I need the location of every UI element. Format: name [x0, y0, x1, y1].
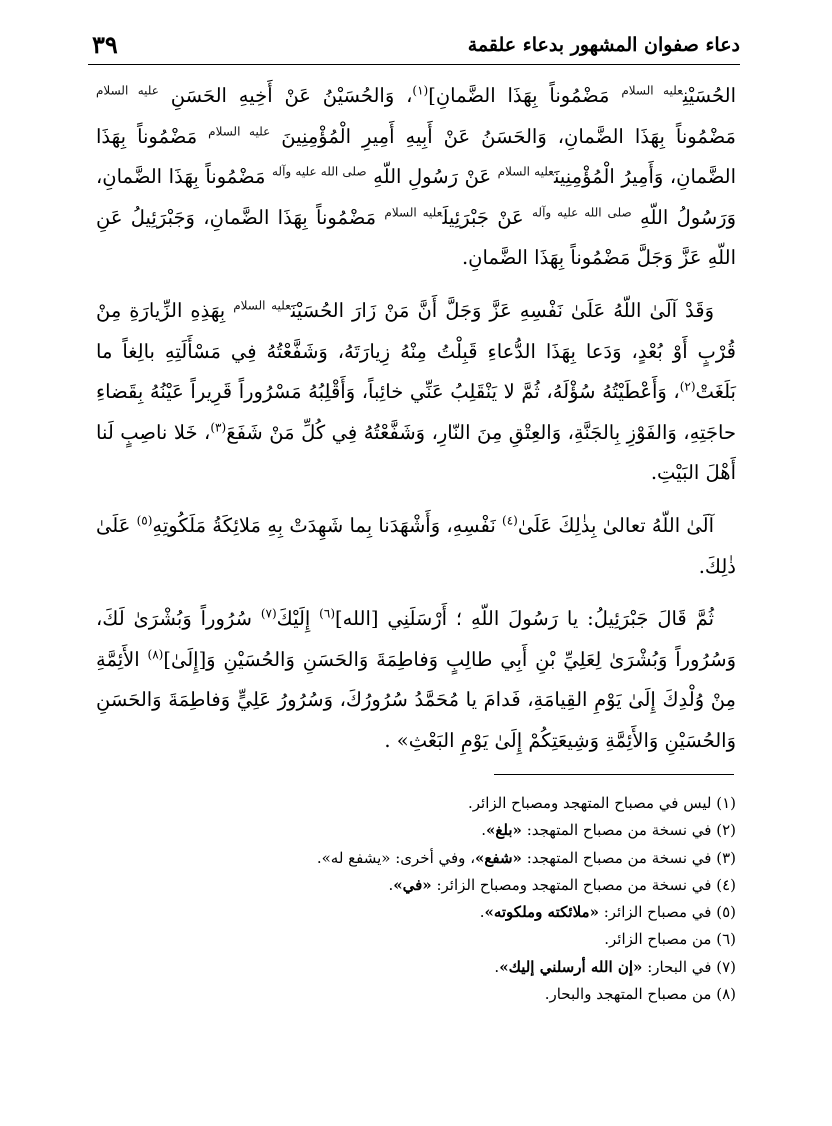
footnote-ref[interactable]: (٤)	[502, 513, 518, 528]
footnote-ref[interactable]: (٥)	[136, 513, 153, 528]
salutation: عليه السلام	[233, 298, 291, 313]
page-number: ٣٩	[92, 30, 118, 59]
paragraph-2: وَقَدْ آلَىٰ اللّهُ عَلَىٰ نَفْسِهِ عَزَّ وَجَلَّ أَنَّ مَنْ زَارَ الحُسَيْنَ$^{عليه السلام}$ بِهَذِهِ الزِّيارَةِ مِنْ قُرْبٍ أَوْ بُعْدٍ، وَدَعا بِهَذَا الدُّعاءِ قَبِلْتُ مِنْهُ زِيارَتَهُ، وَشَفَّعْتُهُ فِي مَسْأَلَتِهِ بالِغاً ما بَلَغَتْ$^{(٢)}$، وَأَعْطَيْتُهُ سُؤْلَهُ، ثُمَّ لا يَنْقَلِبُ عَنِّي خائِباً، وَأَقْلِبُهُ مَسْرُوراً قَرِيراً عَيْنُهُ بِقَضاءِ حاجَتِهِ، وَالفَوْزِ بِالجَنَّةِ، وَالعِتْقِ مِنَ النّارِ، وَشَفَّعْتُهُ فِي كُلِّ مَنْ شَفَعَ$^{(٣)}$، خَلا ناصِبٍ لَنا أَهْلَ البَيْتِ.	[96, 298, 736, 485]
salutation: صلى الله عليه وآله	[272, 164, 367, 179]
body-text	[96, 76, 736, 774]
footnote-ref[interactable]: (٨)	[147, 647, 164, 662]
running-title: دعاء صفوان المشهور بدعاء علقمة	[467, 34, 740, 56]
salutation: عليه السلام	[96, 83, 159, 98]
footnote-ref[interactable]: (٣)	[210, 420, 227, 435]
salutation: عليه السلام	[384, 205, 443, 220]
footnote: (٥) في مصباح الزائر: «ملائكته وملكوته».	[479, 903, 736, 922]
page-header	[88, 30, 740, 65]
salutation: عليه السلام	[497, 164, 554, 179]
footnote: (٨) من مصباح المتهجد والبحار.	[544, 985, 736, 1004]
paragraph-4: ثُمَّ قَالَ جَبْرَئِيلُ: يا رَسُولَ اللّهِ ؛ أَرْسَلَنِي [الله]$^{(٦)}$ إِلَيْكَ$^{(٧)}$ سُرُوراً وَبُشْرَىٰ لَكَ، وَسُرُوراً وَبُشْرَىٰ لِعَلِيِّ بْنِ أَبِي طالِبٍ وَفاطِمَةَ وَالحَسَنِ وَالحُسَيْنِ وَ[إِلَىٰ]$^{(٨)}$ الأَئِمَّةِ مِنْ وُلْدِكَ إِلَىٰ يَوْمِ القِيامَةِ، فَدامَ يا مُحَمَّدُ سُرُورُكَ، وَسُرُورُ عَلِيٍّ وَفاطِمَةَ وَالحَسَنِ وَالحُسَيْنِ وَالأَئِمَّةِ وَشِيعَتِكُمْ إِلَىٰ يَوْمِ البَعْثِ» .	[96, 606, 736, 752]
salutation: صلى الله عليه وآله	[532, 205, 632, 220]
footnotes	[300, 790, 736, 1008]
footnote: (١) ليس في مصباح المتهجد ومصباح الزائر.	[468, 794, 736, 812]
paragraph-1: الحُسَيْنِ$^{عليه السلام}$ مَضْمُوناً بِهَذَا الضَّمانِ]$^{(١)}$، وَالحُسَيْنُ عَنْ أَخِيهِ الحَسَنِ $^{عليه السلام}$ مَضْمُوناً بِهَذَا الضَّمانِ، وَالحَسَنُ عَنْ أَبِيهِ أَمِيرِ الْمُؤْمِنِينَ $^{عليه السلام}$ مَضْمُوناً بِهَذَا الضَّمانِ، وَأَمِيرُ الْمُؤْمِنِينَ$^{عليه السلام}$ عَنْ رَسُولِ اللّهِ $^{صلى الله عليه وآله}$ مَضْمُوناً بِهَذَا الضَّمانِ، وَرَسُولُ اللّهِ $^{صلى الله عليه وآله}$ عَنْ جَبْرَئِيلَ$^{عليه السلام}$ مَضْمُوناً بِهَذَا الضَّمانِ، وَجَبْرَئِيلُ عَنِ اللّهِ عَزَّ وَجَلَّ مَضْمُوناً بِهَذَا الضَّمانِ.	[96, 83, 737, 270]
footnote: (٤) في نسخة من مصباح المتهجد ومصباح الزائر: «في».	[388, 875, 736, 894]
footnote-ref[interactable]: (١)	[412, 83, 429, 98]
footnote: (٣) في نسخة من مصباح المتهجد: «شفع»، وفي أخرى: «يشفع له».	[316, 848, 736, 867]
footnote: (٧) في البحار: «إن الله أرسلني إليك».	[494, 957, 736, 976]
salutation: عليه السلام	[621, 83, 683, 98]
paragraph-3: آلَىٰ اللّهُ تعالىٰ بِذٰلِكَ عَلَىٰ$^{(٤)}$ نَفْسِهِ، وَأَشْهَدَنا بِما شَهِدَتْ بِهِ مَلائِكَةُ مَلَكُوتِهِ$^{(٥)}$ عَلَىٰ ذٰلِكَ.	[96, 513, 736, 578]
footnote: (٦) من مصباح الزائر.	[604, 930, 736, 949]
footnote-ref[interactable]: (٦)	[319, 606, 335, 621]
footnote-ref[interactable]: (٢)	[679, 379, 696, 394]
footnote: (٢) في نسخة من مصباح المتهجد: «بلغ».	[481, 821, 736, 840]
footnote-ref[interactable]: (٧)	[260, 606, 277, 621]
salutation: عليه السلام	[208, 124, 271, 139]
footnote-divider	[494, 774, 734, 775]
